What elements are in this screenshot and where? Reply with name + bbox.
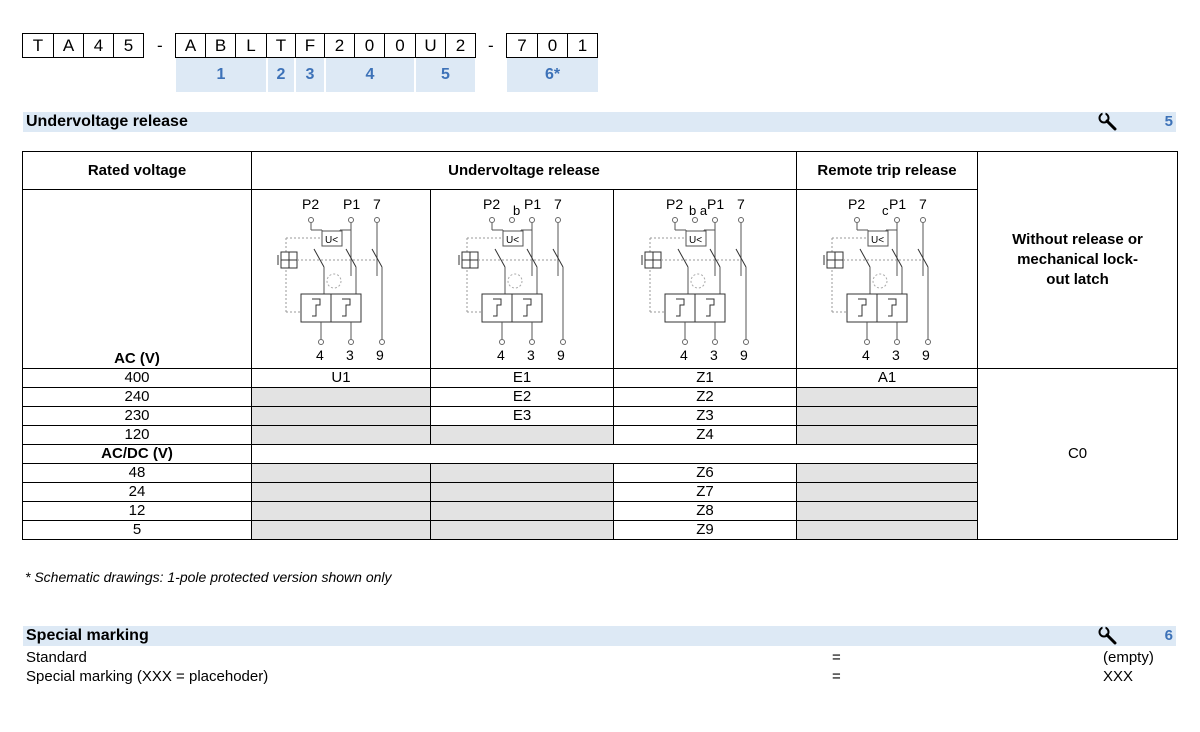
section-header-undervoltage (23, 112, 1176, 132)
svg-text:U<: U< (871, 235, 885, 246)
empty-cell (797, 407, 978, 426)
voltage-cell: 24 (23, 483, 252, 502)
code-separator: - (157, 36, 163, 55)
voltage-cell: 400 (23, 369, 252, 388)
code-cell: U1 (252, 369, 431, 388)
svg-text:3: 3 (346, 347, 354, 363)
svg-text:U<: U< (506, 235, 520, 246)
section-header-special-marking (23, 626, 1176, 646)
svg-text:4: 4 (316, 347, 324, 363)
code-char: T (266, 33, 296, 58)
svg-text:P1: P1 (707, 196, 725, 212)
without-release-header: Without release or mechanical lock-out latch (978, 152, 1178, 369)
empty-cell (797, 483, 978, 502)
code-char: 4 (83, 33, 114, 58)
svg-text:9: 9 (376, 347, 384, 363)
code-segment: 3 (296, 58, 324, 92)
schematic-u1 (252, 194, 430, 364)
wrench-icon (1098, 626, 1118, 646)
code-char: A (175, 33, 206, 58)
empty-cell (797, 464, 978, 483)
svg-text:3: 3 (892, 347, 900, 363)
code-cell: Z6 (614, 464, 797, 483)
code-cell: E1 (431, 369, 614, 388)
svg-text:9: 9 (557, 347, 565, 363)
empty-cell (252, 388, 431, 407)
svg-text:7: 7 (919, 196, 927, 212)
svg-text:P2: P2 (848, 196, 866, 212)
code-char: 0 (537, 33, 568, 58)
svg-text:U<: U< (689, 235, 703, 246)
code-cell: Z7 (614, 483, 797, 502)
special-marking-value: (empty) (1103, 649, 1154, 666)
circuit-schematic (276, 194, 406, 364)
code-cell: Z1 (614, 369, 797, 388)
empty-cell (252, 464, 431, 483)
svg-text:4: 4 (497, 347, 505, 363)
code-cell: Z3 (614, 407, 797, 426)
code-char: 1 (567, 33, 598, 58)
code-segment: 2 (268, 58, 294, 92)
code-segment: 1 (176, 58, 266, 92)
equals-sign: = (832, 668, 841, 685)
circuit-schematic (640, 194, 770, 364)
svg-text:P2: P2 (666, 196, 684, 212)
schematic-e (431, 194, 613, 364)
schematic-a1 (797, 194, 977, 364)
remote-trip-header: Remote trip release (797, 152, 978, 190)
code-char: 5 (113, 33, 144, 58)
voltage-cell: 120 (23, 426, 252, 445)
wrench-icon (1098, 112, 1118, 132)
code-cell: E2 (431, 388, 614, 407)
svg-text:c: c (882, 203, 889, 218)
code-cell: A1 (797, 369, 978, 388)
without-release-value: C0 (978, 369, 1178, 540)
code-char: 2 (445, 33, 476, 58)
empty-cell (431, 521, 614, 540)
empty-cell (252, 483, 431, 502)
undervoltage-table (22, 151, 1178, 540)
schematic-note: * Schematic drawings: 1-pole protected version shown only (25, 569, 392, 585)
code-segment: 4 (326, 58, 414, 92)
ac-label: AC (V) (114, 350, 160, 367)
svg-text:P1: P1 (889, 196, 907, 212)
empty-cell (431, 426, 614, 445)
empty-cell (431, 502, 614, 521)
svg-text:U<: U< (325, 235, 339, 246)
svg-text:P2: P2 (483, 196, 501, 212)
code-char: U (415, 33, 446, 58)
code-char: F (295, 33, 325, 58)
acdc-spacer (252, 445, 978, 464)
svg-text:3: 3 (710, 347, 718, 363)
code-char: 7 (506, 33, 538, 58)
equals-sign: = (832, 649, 841, 666)
svg-text:P1: P1 (343, 196, 361, 212)
schematic-cell (252, 190, 431, 369)
schematic-cell (797, 190, 978, 369)
empty-cell (252, 502, 431, 521)
voltage-cell: 230 (23, 407, 252, 426)
code-segment: 6* (507, 58, 598, 92)
svg-text:3: 3 (527, 347, 535, 363)
svg-text:9: 9 (740, 347, 748, 363)
svg-text:7: 7 (554, 196, 562, 212)
svg-text:b: b (513, 203, 521, 218)
special-marking-label: Standard (26, 649, 87, 666)
undervoltage-release-header: Undervoltage release (252, 152, 797, 190)
circuit-schematic (822, 194, 952, 364)
schematic-cell (431, 190, 614, 369)
code-char: 0 (384, 33, 416, 58)
code-cell: Z9 (614, 521, 797, 540)
circuit-schematic (457, 194, 587, 364)
schematic-cell (614, 190, 797, 369)
empty-cell (797, 388, 978, 407)
code-char: A (53, 33, 84, 58)
code-cell: Z8 (614, 502, 797, 521)
svg-text:9: 9 (922, 347, 930, 363)
voltage-cell: 12 (23, 502, 252, 521)
svg-text:4: 4 (862, 347, 870, 363)
section-number: 5 (1164, 113, 1173, 130)
voltage-cell: 5 (23, 521, 252, 540)
code-char: 0 (354, 33, 385, 58)
empty-cell (252, 426, 431, 445)
code-cell: E3 (431, 407, 614, 426)
empty-cell (252, 407, 431, 426)
svg-text:7: 7 (373, 196, 381, 212)
voltage-cell: 48 (23, 464, 252, 483)
section-title: Undervoltage release (26, 113, 188, 130)
rated-voltage-header: Rated voltage (23, 152, 252, 190)
empty-cell (797, 426, 978, 445)
code-char: B (205, 33, 236, 58)
section-number: 6 (1164, 627, 1173, 644)
empty-cell (431, 483, 614, 502)
svg-text:4: 4 (680, 347, 688, 363)
code-segment: 5 (416, 58, 475, 92)
special-marking-value: XXX (1103, 668, 1134, 685)
empty-cell (797, 521, 978, 540)
special-marking-label: Special marking (XXX = placehoder) (26, 668, 269, 685)
code-char: L (235, 33, 267, 58)
empty-cell (252, 521, 431, 540)
code-char: 2 (324, 33, 355, 58)
voltage-cell: 240 (23, 388, 252, 407)
code-cell: Z4 (614, 426, 797, 445)
empty-cell (797, 502, 978, 521)
code-separator: - (488, 36, 494, 55)
empty-cell (431, 464, 614, 483)
schematic-z (614, 194, 796, 364)
svg-text:7: 7 (737, 196, 745, 212)
svg-text:b a: b a (689, 203, 708, 218)
svg-text:P2: P2 (302, 196, 320, 212)
ac-label-cell (23, 190, 252, 369)
section-title: Special marking (26, 627, 149, 644)
acdc-label: AC/DC (V) (23, 445, 252, 464)
code-char: T (22, 33, 54, 58)
code-cell: Z2 (614, 388, 797, 407)
svg-text:P1: P1 (524, 196, 542, 212)
